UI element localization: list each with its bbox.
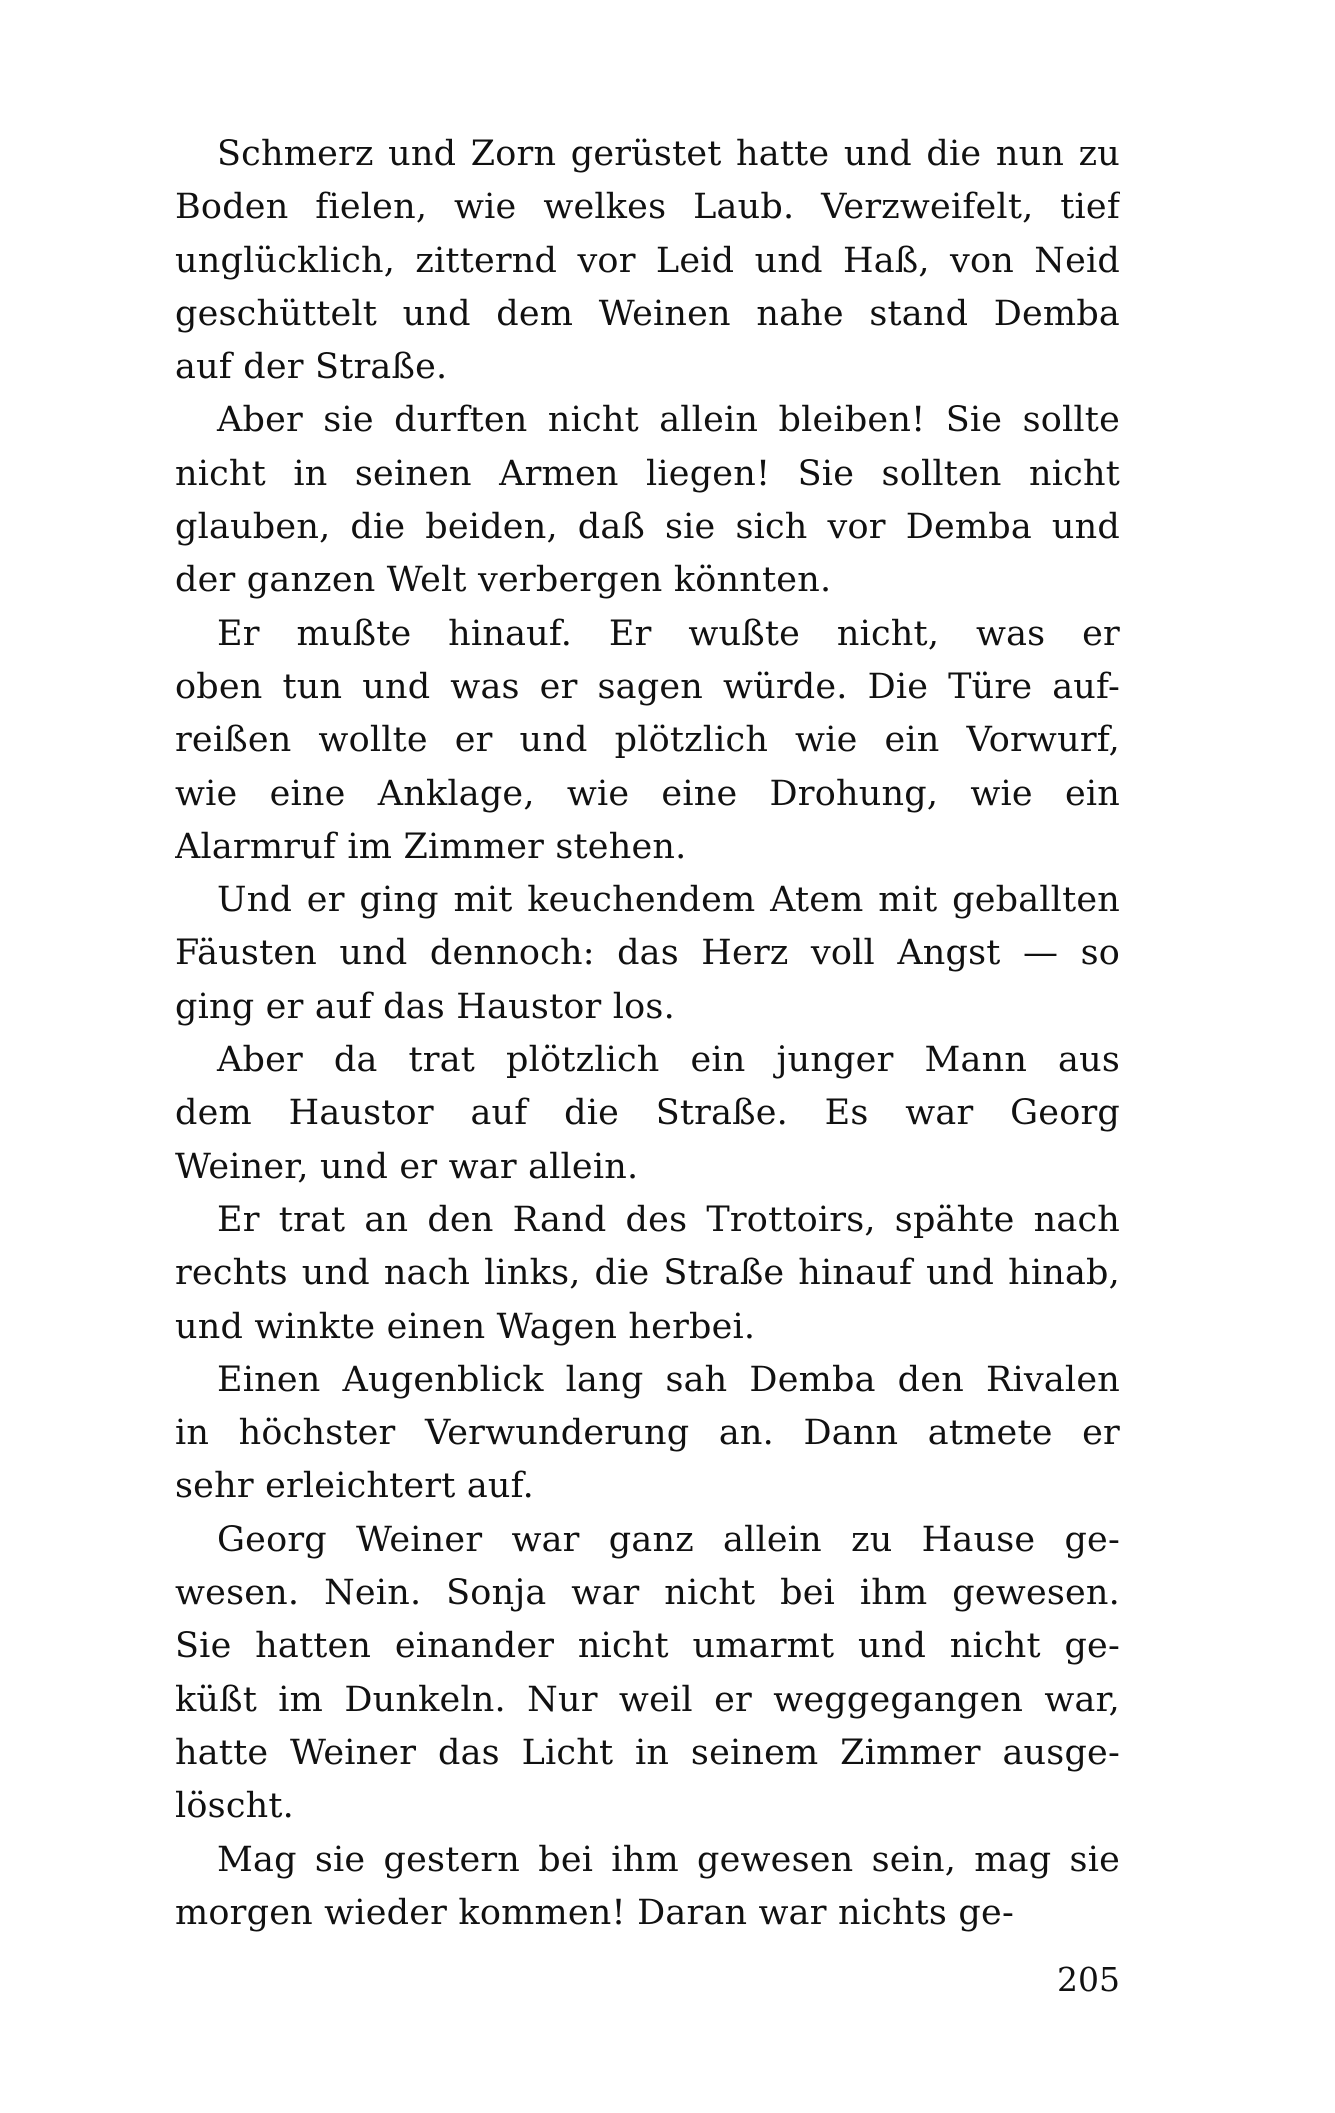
paragraph <box>175 608 1120 874</box>
text-line: küßt im Dunkeln. Nur weil er weggegangen war, <box>175 1679 1120 1720</box>
paragraph <box>175 128 1120 394</box>
paragraph <box>175 1514 1120 1834</box>
text-line: wie eine Anklage, wie eine Drohung, wie ein <box>175 773 1120 814</box>
text-line: Er mußte hinauf. Er wußte nicht, was er <box>217 613 1120 654</box>
text-line: und winkte einen Wagen herbei. <box>175 1306 756 1347</box>
text-line: dem Haustor auf die Straße. Es war Georg <box>175 1093 1120 1134</box>
text-line: Fäusten und dennoch: das Herz voll Angst — so <box>175 933 1120 974</box>
text-line: glauben, die beiden, daß sie sich vor Demba und <box>175 507 1120 548</box>
text-line: Aber sie durften nicht allein bleiben! Sie sollte <box>217 400 1120 441</box>
text-line: morgen wieder kommen! Daran war nichts ge- <box>175 1892 1014 1933</box>
text-line: Er trat an den Rand des Trottoirs, spähte nach <box>217 1199 1120 1240</box>
body-text <box>175 128 1120 1940</box>
page-number: 205 <box>1057 1960 1120 1999</box>
paragraph <box>175 1834 1120 1941</box>
text-line: hatte Weiner das Licht in seinem Zimmer ausge- <box>175 1732 1120 1773</box>
text-line: Sie hatten einander nicht umarmt und nicht ge- <box>175 1626 1120 1667</box>
text-line: in höchster Verwunderung an. Dann atmete er <box>175 1413 1120 1454</box>
text-line: reißen wollte er und plötzlich wie ein Vorwurf, <box>175 720 1120 761</box>
text-line: Aber da trat plötzlich ein junger Mann aus <box>217 1040 1120 1081</box>
text-line: rechts und nach links, die Straße hinauf und hinab, <box>175 1253 1120 1294</box>
paragraph <box>175 1194 1120 1354</box>
text-line: nicht in seinen Armen liegen! Sie sollten nicht <box>175 453 1120 494</box>
text-line: oben tun und was er sagen würde. Die Türe auf- <box>175 666 1120 707</box>
text-line: Und er ging mit keuchendem Atem mit geballten <box>217 880 1120 921</box>
text-line: Alarmruf im Zimmer stehen. <box>175 826 687 867</box>
paragraph <box>175 874 1120 1034</box>
text-line: der ganzen Welt verbergen könnten. <box>175 560 832 601</box>
text-line: sehr erleichtert auf. <box>175 1466 534 1507</box>
text-line: Weiner, und er war allein. <box>175 1146 639 1187</box>
text-line: wesen. Nein. Sonja war nicht bei ihm gewesen. <box>175 1573 1120 1614</box>
paragraph <box>175 1034 1120 1194</box>
text-line: Einen Augenblick lang sah Demba den Rivalen <box>217 1359 1120 1400</box>
text-line: löscht. <box>175 1786 294 1827</box>
text-line: Mag sie gestern bei ihm gewesen sein, mag sie <box>217 1839 1120 1880</box>
text-line: unglücklich, zitternd vor Leid und Haß, von Neid <box>175 240 1120 281</box>
text-line: ging er auf das Haustor los. <box>175 986 675 1027</box>
text-line: geschüttelt und dem Weinen nahe stand Demba <box>175 293 1120 334</box>
text-line: Georg Weiner war ganz allein zu Hause ge- <box>217 1519 1120 1560</box>
text-line: Schmerz und Zorn gerüstet hatte und die nun zu <box>217 134 1120 174</box>
paragraph <box>175 1354 1120 1514</box>
text-line: auf der Straße. <box>175 347 448 388</box>
text-line: Boden fielen, wie welkes Laub. Verzweifelt, tief <box>175 187 1120 228</box>
paragraph <box>175 394 1120 607</box>
